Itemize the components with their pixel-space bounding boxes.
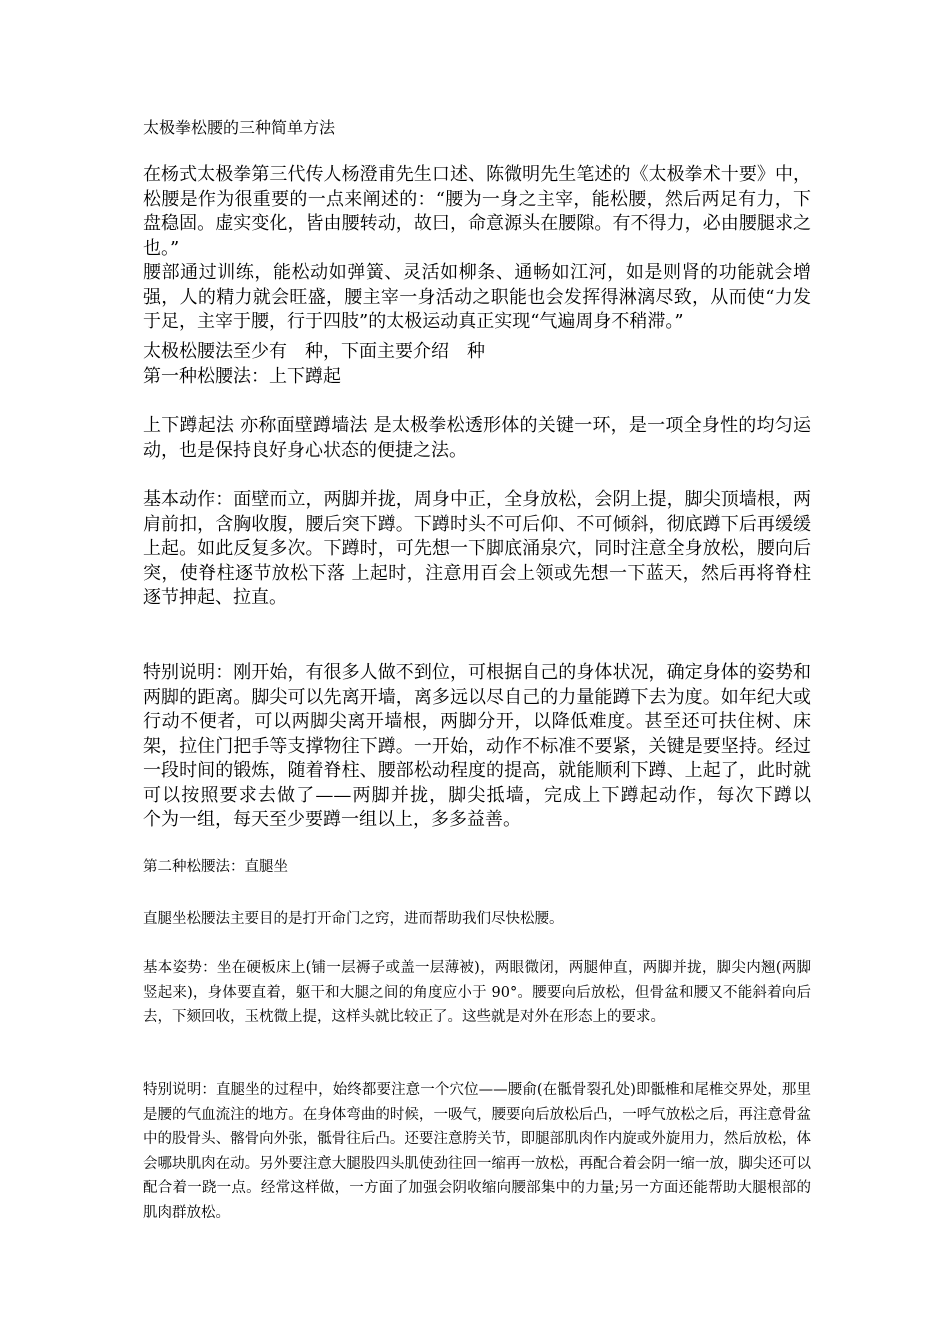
document-title: 太极拳松腰的三种简单方法 <box>143 118 336 137</box>
intro-paragraph: 太极松腰法至少有 种，下面主要介绍 种 <box>143 341 485 362</box>
section-paragraph: 基本动作：面壁而立，两脚并拢，周身中正，全身放松，会阴上提，脚尖顶墙根，两肩前扣，含胸收腹，腰后突下蹲。下蹲时头不可后仰、不可倾斜，彻底蹲下后再缓缓上起。如此反复多次。下蹲时，可先想一下脚底涌泉穴，同时注意全身放松，腰向后突，使脊柱逐节放松下落 上起时，注意用百会上领或先想一下蓝天，然后再将脊柱逐节抻起、拉直。 <box>143 489 811 608</box>
section-paragraph: 上下蹲起法 亦称面壁蹲墙法 是太极拳松透形体的关键一环，是一项全身性的均匀运动，也是保持良好身心状态的便捷之法。 <box>143 415 811 461</box>
section-heading: 第二种松腰法：直腿坐 <box>143 859 288 875</box>
section-heading: 第一种松腰法：上下蹲起 <box>143 366 341 387</box>
section-paragraph: 基本姿势：坐在硬板床上(铺一层褥子或盖一层薄被)，两眼微闭，两腿伸直，两脚并拢，脚尖内翘(两脚竖起来)，身体要直着，躯干和大腿之间的角度应小于 90°。腰要向后放松，但骨盆和腰又不能斜着向后去，下颏回收，玉枕微上提，这样头就比较正了。这些就是对外在形态上的要求。 <box>143 960 811 1025</box>
section-paragraph: 特别说明：直腿坐的过程中，始终都要注意一个穴位——腰俞(在骶骨裂孔处)即骶椎和尾椎交界处，那里是腰的气血流注的地方。在身体弯曲的时候，一吸气，腰要向后放松后凸，一呼气放松之后，再注意骨盆中的股骨头、髂骨向外张，骶骨往后凸。还要注意胯关节，即腿部肌肉作内旋或外旋用力，然后放松，体会哪块肌肉在动。另外要注意大腿股四头肌使劲往回一缩再一放松，再配合着会阴一缩一放，脚尖还可以配合着一跷一点。经常这样做，一方面了加强会阴收缩向腰部集中的力量;另一方面还能帮助大腿根部的肌肉群放松。 <box>143 1082 811 1221</box>
intro-paragraph: 腰部通过训练，能松动如弹簧、灵活如柳条、通畅如江河，如是则肾的功能就会增强，人的精力就会旺盛，腰主宰一身活动之职能也会发挥得淋漓尽致，从而使“力发于足，主宰于腰，行于四肢”的太极运动真正实现“气遍周身不稍滞。” <box>143 262 811 332</box>
section-paragraph: 特别说明：刚开始，有很多人做不到位，可根据自己的身体状况，确定身体的姿势和两脚的距离。脚尖可以先离开墙，离多远以尽自己的力量能蹲下去为度。如年纪大或行动不便者，可以两脚尖离开墙根，两脚分开，以降低难度。甚至还可扶住树、床架，拉住门把手等支撑物往下蹲。一开始，动作不标准不要紧，关键是要坚持。经过一段时间的锻炼，随着脊柱、腰部松动程度的提高，就能顺利下蹲、上起了，此时就可以按照要求去做了——两脚并拢，脚尖抵墙，完成上下蹲起动作，每次下蹲以 个为一组，每天至少要蹲一组以上，多多益善。 <box>143 662 847 830</box>
section-paragraph: 直腿坐松腰法主要目的是打开命门之窍，进而帮助我们尽快松腰。 <box>143 911 564 927</box>
intro-paragraph: 在杨式太极拳第三代传人杨澄甫先生口述、陈微明先生笔述的《太极拳术十要》中，松腰是作为很重要的一点来阐述的：“腰为一身之主宰，能松腰，然后两足有力，下盘稳固。虚实变化，皆由腰转动，故曰，命意源头在腰隙。有不得力，必由腰腿求之也。” <box>143 164 811 259</box>
